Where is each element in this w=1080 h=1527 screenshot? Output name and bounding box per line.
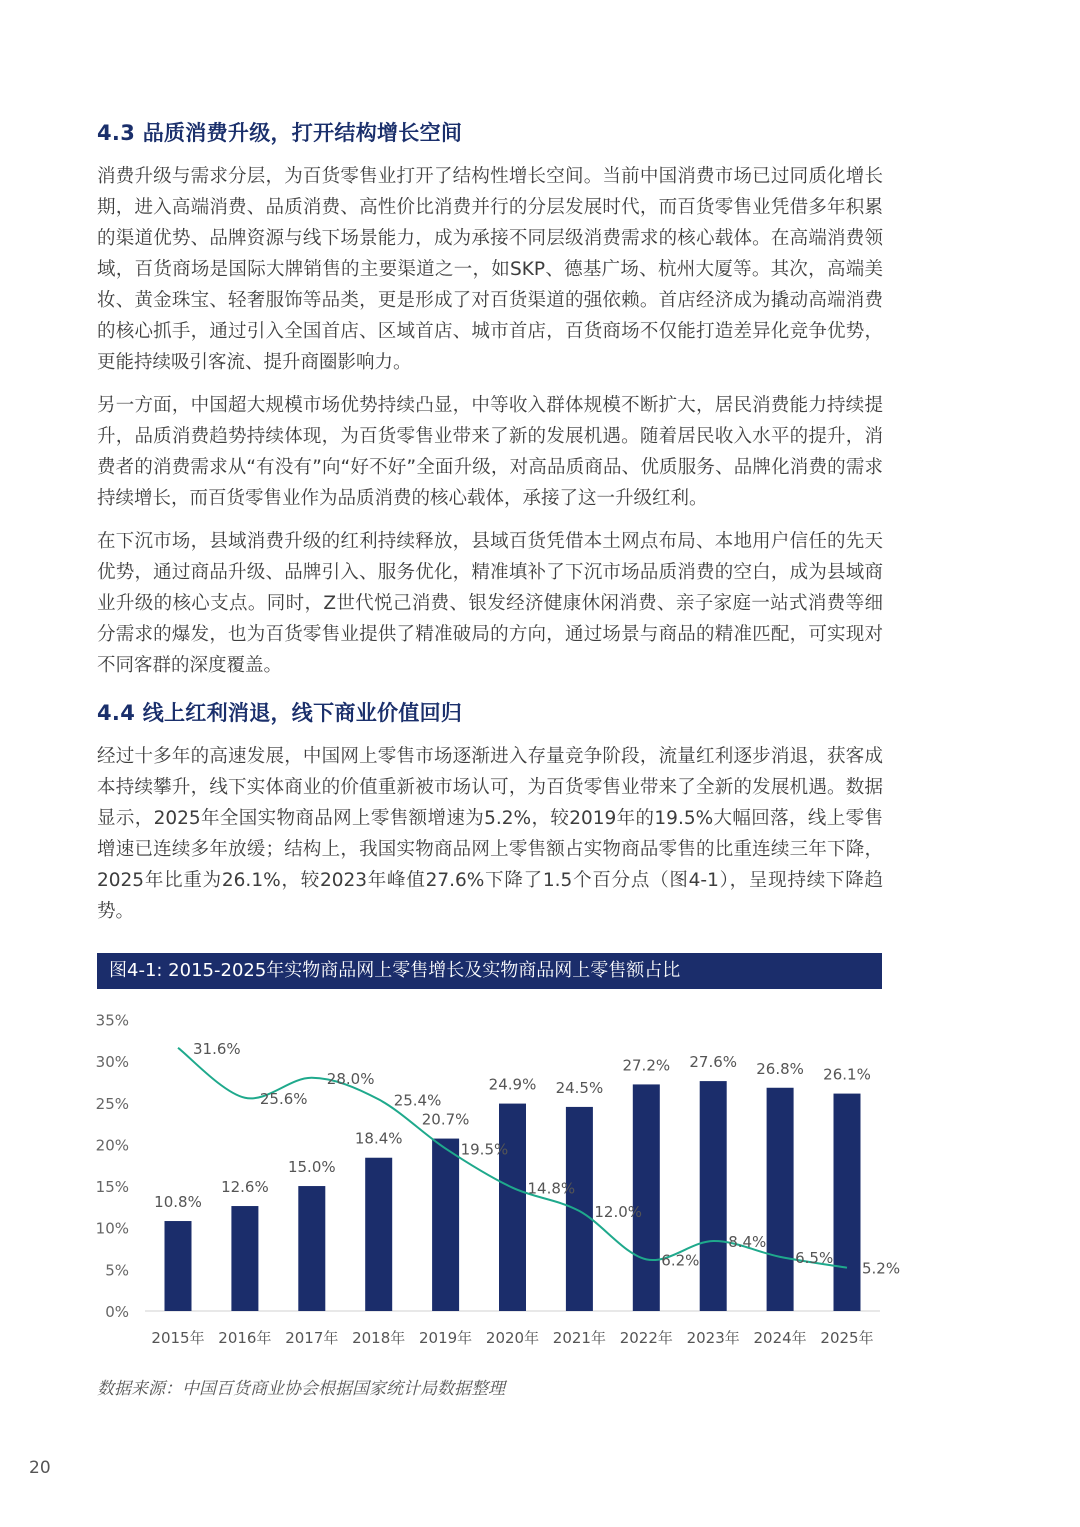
y-tick-label: 0% [105,1303,129,1321]
bar [633,1084,660,1311]
bar-value-label: 12.6% [221,1178,269,1197]
x-tick-label: 2021年 [552,1329,606,1347]
x-tick-label: 2019年 [419,1329,473,1347]
bar [432,1139,459,1311]
y-tick-label: 20% [95,1136,129,1155]
paragraph-4-3-2: 另一方面，中国超大规模市场优势持续凸显，中等收入群体规模不断扩大，居民消费能力持续提升，品质消费趋势持续体现，为百货零售业带来了新的发展机遇。随着居民收入水平的提升，消费者的消费需求从“有没有”向“好不好”全面升级，对高品质商品、优质服务、品牌化消费的需求持续增长，而百货零售业作为品质消费的核心载体，承接了这一升级红利。 [97,395,883,509]
x-tick-label: 2024年 [753,1329,807,1347]
bar-value-label: 24.9% [488,1075,537,1094]
bar-value-label: 10.8% [154,1193,202,1212]
section-heading-4-4: 4.4 线上红利消退，线下商业价值回归 [97,701,463,725]
page-number: 20 [29,1458,51,1478]
bar [566,1107,593,1311]
y-tick-label: 5% [105,1261,129,1280]
x-tick-label: 2020年 [485,1329,540,1347]
section-heading-4-3: 4.3 品质消费升级，打开结构增长空间 [97,121,463,145]
line-value-label: 14.8% [527,1179,576,1198]
y-tick-label: 10% [95,1219,129,1238]
line-value-label: 25.6% [259,1089,308,1108]
bar-value-label: 18.4% [354,1129,403,1148]
y-tick-label: 25% [95,1094,129,1113]
bar [231,1206,258,1311]
line-value-label: 28.0% [326,1069,375,1088]
bar-value-label: 26.1% [823,1065,871,1084]
x-tick-label: 2016年 [218,1329,272,1347]
x-tick-label: 2015年 [151,1329,205,1347]
y-tick-label: 30% [95,1053,129,1072]
bar-value-label: 27.6% [689,1053,738,1072]
paragraph-4-3-1: 消费升级与需求分层，为百货零售业打开了结构性增长空间。当前中国消费市场已过同质化增长期，进入高端消费、品质消费、高性价比消费并行的分层发展时代，而百货零售业凭借多年积累的渠道优势、品牌资源与线下场景能力，成为承接不同层级消费需求的核心载体。在高端消费领域，百货商场是国际大牌销售的主要渠道之一，如SKP、德基广场、杭州大厦等。其次，高端美妆、黄金珠宝、轻奢服饰等品类，更是形成了对百货渠道的强依赖。首店经济成为撬动高端消费的核心抓手，通过引入全国首店、区域首店、城市首店，百货商场不仅能打造差异化竞争优势，更能持续吸引客流、提升商圈影响力。 [97,166,883,373]
bar-value-label: 15.0% [287,1158,336,1177]
line-value-label: 8.4% [728,1233,767,1252]
line-value-label: 6.2% [661,1251,700,1270]
x-tick-label: 2017年 [285,1329,339,1347]
paragraph-4-4-1: 经过十多年的高速发展，中国网上零售市场逐渐进入存量竞争阶段，流量红利逐步消退，获客成本持续攀升，线下实体商业的价值重新被市场认可，为百货零售业带来了全新的发展机遇。数据显示，2025年全国实物商品网上零售额增速为5.2%，较2019年的19.5%大幅回落，线上零售增速已连续多年放缓；结构上，我国实物商品网上零售额占实物商品零售的比重连续三年下降，2025年比重为26.1%，较2023年峰值27.6%下降了1.5个百分点（图4-1），呈现持续下降趋势。 [97,746,883,922]
x-tick-label: 2018年 [352,1329,406,1347]
bar-value-label: 20.7% [421,1110,470,1129]
bar [767,1088,794,1311]
line-value-label: 12.0% [594,1203,643,1222]
data-source-note: 数据来源：中国百货商业协会根据国家统计局数据整理 [97,1379,505,1399]
bar-value-label: 24.5% [555,1078,604,1097]
bar-value-label: 27.2% [622,1056,671,1075]
line-value-label: 6.5% [795,1248,834,1267]
line-value-label: 31.6% [193,1039,241,1058]
y-tick-label: 35% [95,1011,129,1030]
paragraph-4-3-3: 在下沉市场，县域消费升级的红利持续释放，县域百货凭借本土网点布局、本地用户信任的先天优势，通过商品升级、品牌引入、服务优化，精准填补了下沉市场品质消费的空白，成为县域商业升级的核心支点。同时，Z世代悦己消费、银发经济健康休闲消费、亲子家庭一站式消费等细分需求的爆发，也为百货零售业提供了精准破局的方向，通过场景与商品的精准匹配，可实现对不同客群的深度覆盖。 [97,531,883,676]
bar-value-label: 26.8% [756,1059,804,1078]
chart-title: 图4-1: 2015-2025年实物商品网上零售增长及实物商品网上零售额占比 [97,953,882,989]
bar [165,1221,192,1311]
y-tick-label: 15% [95,1178,129,1197]
bar [700,1081,727,1311]
line-value-label: 5.2% [862,1259,901,1278]
x-tick-label: 2023年 [686,1329,740,1347]
bar [298,1186,325,1311]
bar [365,1158,392,1311]
line-value-label: 25.4% [393,1091,442,1110]
bar [499,1104,526,1311]
line-value-label: 19.5% [460,1140,509,1159]
bar [834,1094,861,1311]
x-tick-label: 2022年 [619,1329,673,1347]
x-tick-label: 2025年 [820,1329,874,1347]
